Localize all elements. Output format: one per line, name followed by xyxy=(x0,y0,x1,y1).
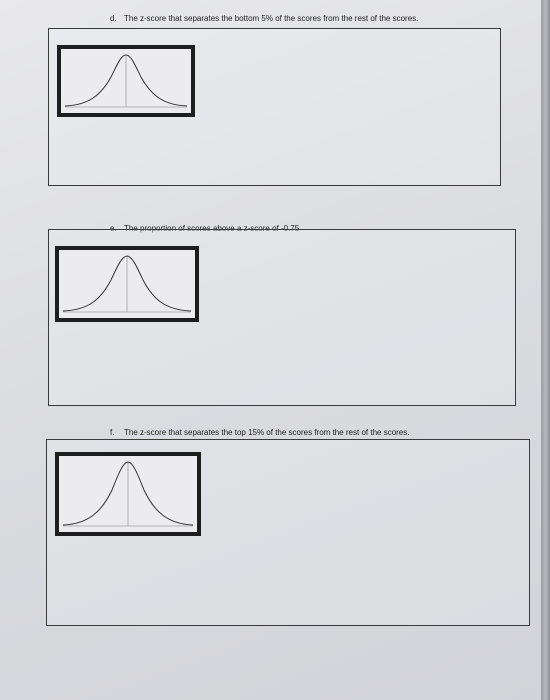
question-d-letter: d. xyxy=(110,14,117,23)
question-e-letter: e. xyxy=(110,224,117,233)
question-f xyxy=(110,428,409,437)
answer-box-d[interactable] xyxy=(48,28,501,186)
question-d xyxy=(110,14,418,23)
question-f-text: The z-score that separates the top 15% of the scores from the rest of the scores. xyxy=(124,428,410,437)
paper-edge xyxy=(541,0,550,700)
question-f-letter: f. xyxy=(110,428,115,437)
curve-box-d xyxy=(57,45,195,117)
answer-box-f[interactable] xyxy=(46,439,530,626)
question-e-text: The proportion of scores above a z-score of -0.75 xyxy=(124,224,300,233)
question-d-text: The z-score that separates the bottom 5% of the scores from the rest of the scores. xyxy=(124,14,419,23)
curve-box-f xyxy=(55,452,201,536)
normal-curve-icon xyxy=(59,456,197,532)
curve-box-e xyxy=(55,246,199,322)
answer-box-e[interactable] xyxy=(48,229,516,406)
normal-curve-icon xyxy=(59,250,195,318)
normal-curve-icon xyxy=(61,49,191,113)
